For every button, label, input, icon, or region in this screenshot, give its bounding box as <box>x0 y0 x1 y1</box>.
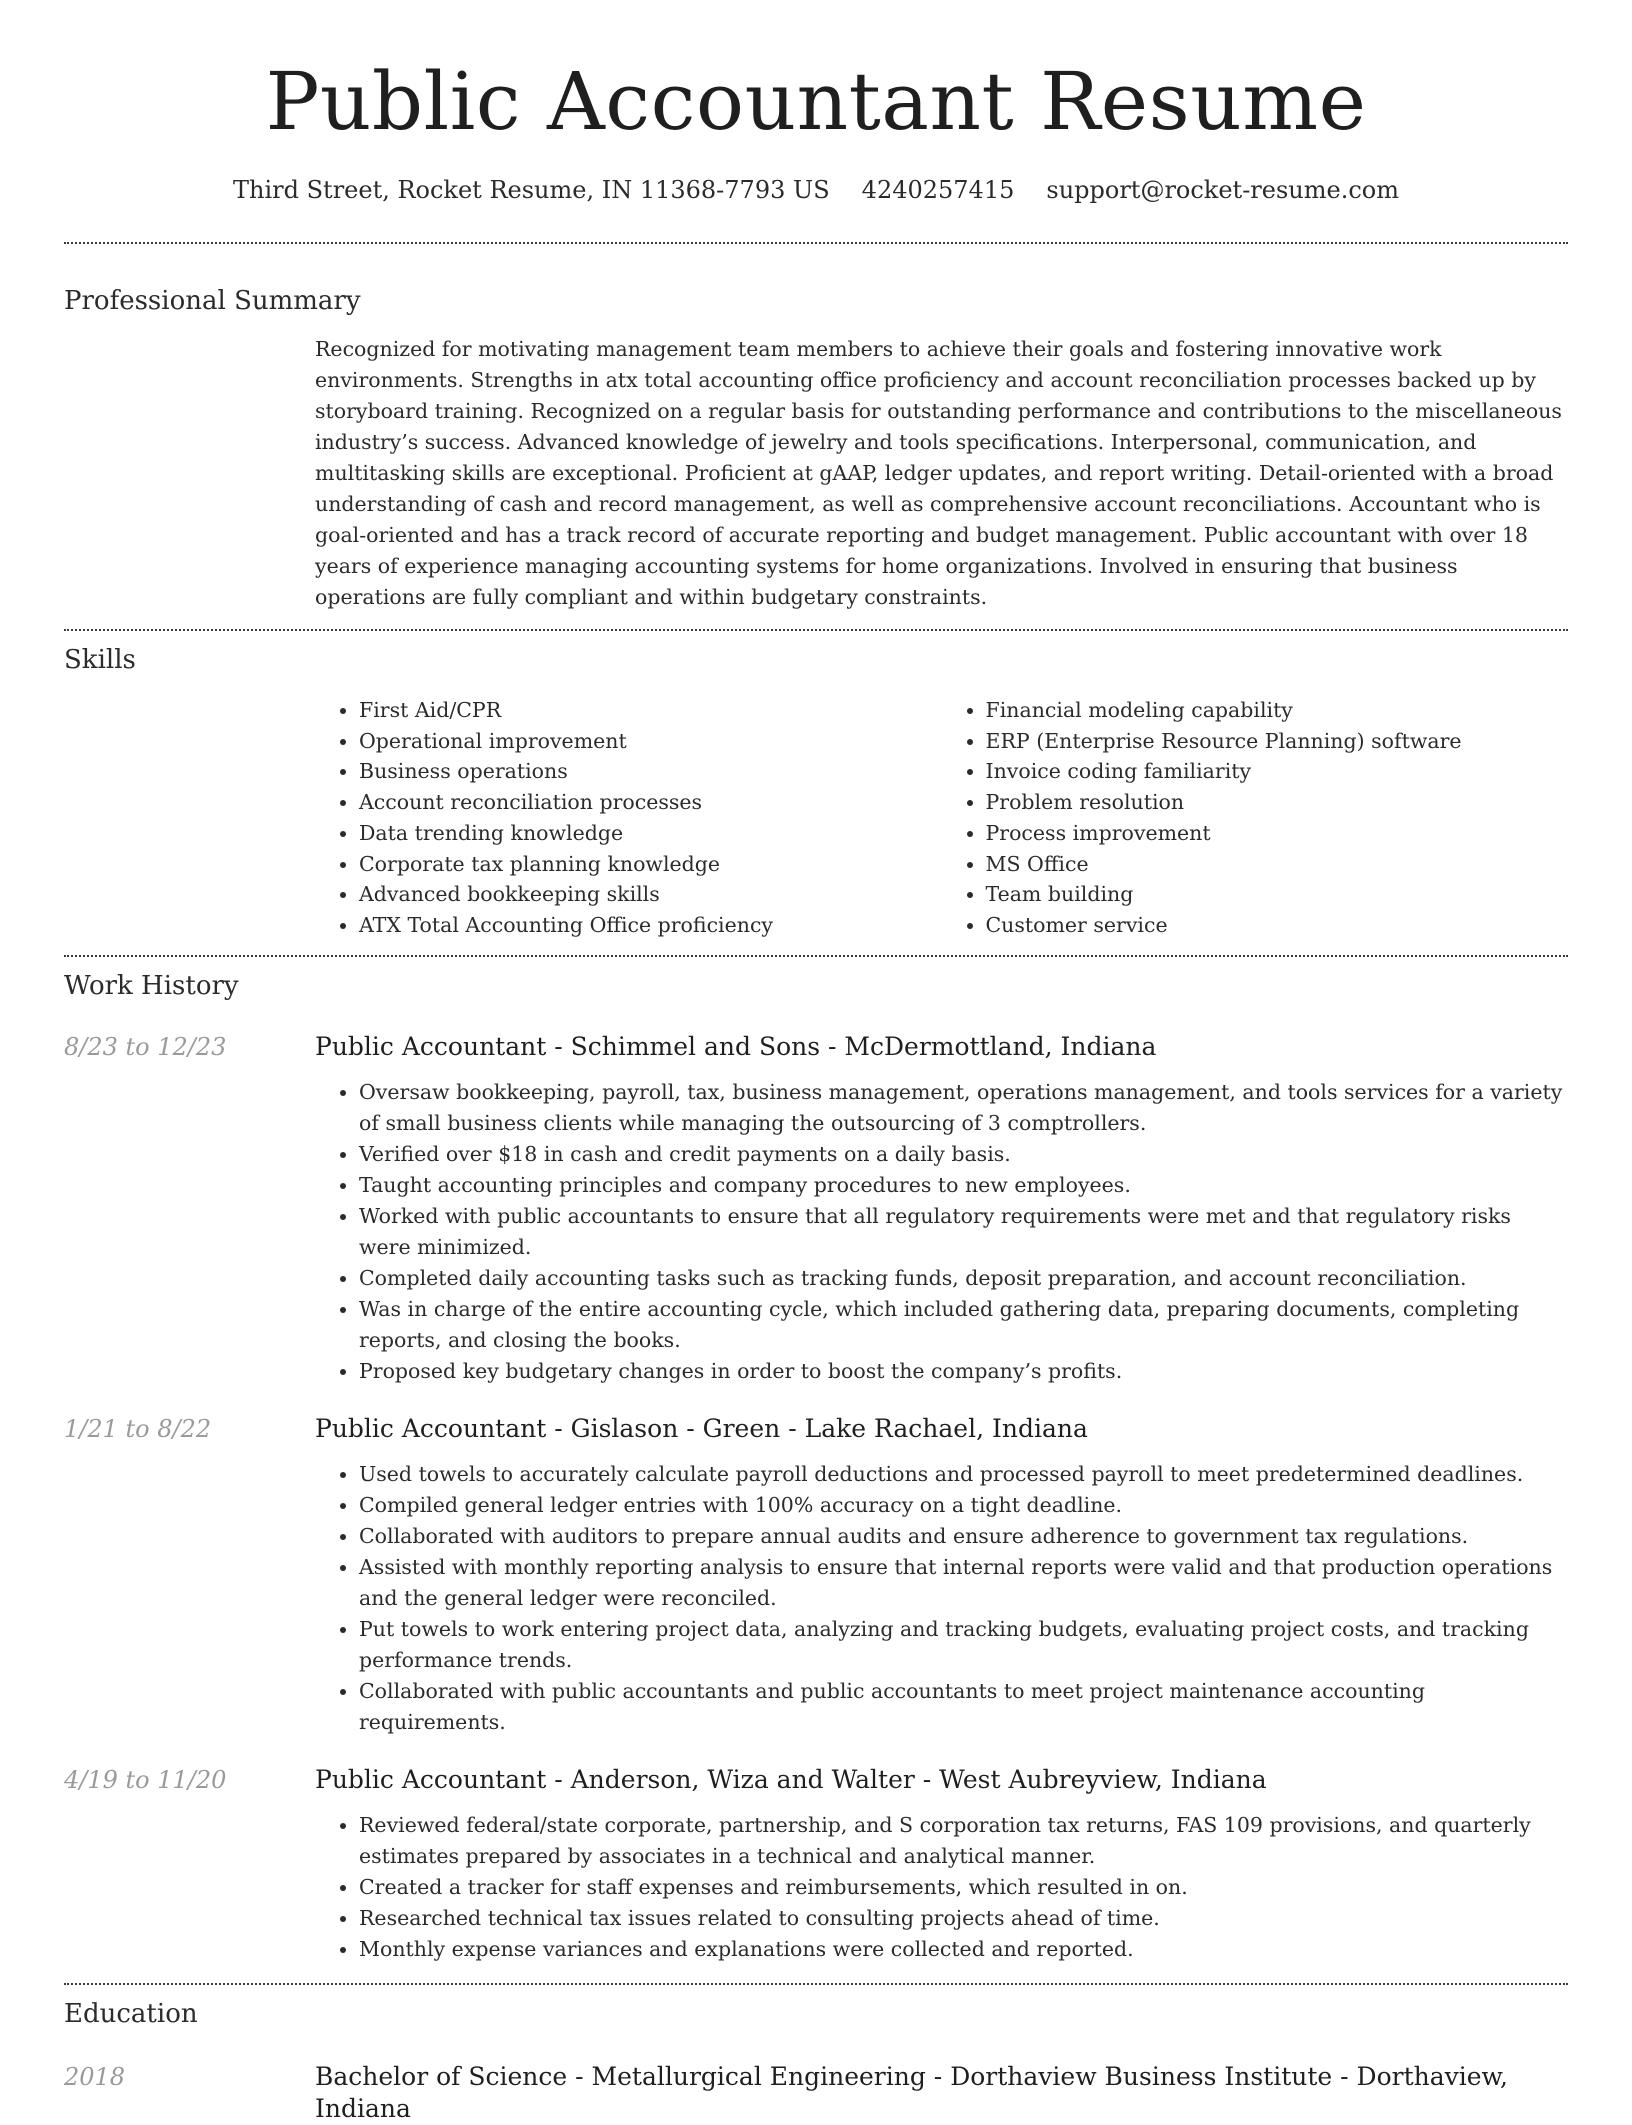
skills-column-left <box>315 695 942 941</box>
skill-item: • Operational improvement <box>359 726 942 757</box>
job-bullet: • Used towels to accurately calculate payroll deductions and processed payroll to meet predetermined deadlines. <box>359 1459 1568 1490</box>
job-details <box>315 1031 1568 1387</box>
education-heading: Education <box>64 1998 198 2029</box>
education-degree: Bachelor of Science - Metallurgical Engineering - Dorthaview Business Institute - Dorthaview, Indiana <box>315 2061 1508 2123</box>
skill-item: • ATX Total Accounting Office proficiency <box>359 910 942 941</box>
summary-heading: Professional Summary <box>64 286 361 316</box>
section-divider <box>64 629 1568 631</box>
job-bullets <box>315 1810 1568 1965</box>
skills-list <box>315 695 1568 941</box>
job-bullets <box>315 1459 1568 1738</box>
education-year: 2018 <box>64 2062 126 2091</box>
contact-address: Third Street, Rocket Resume, IN 11368-7793 US <box>233 176 830 204</box>
work-history-heading: Work History <box>64 970 239 1001</box>
job-title: Public Accountant - Anderson, Wiza and Walter - West Aubreyview, Indiana <box>315 1764 1267 1794</box>
section-divider <box>64 1983 1568 1985</box>
contact-phone: 4240257415 <box>861 176 1015 204</box>
skill-item: • MS Office <box>986 849 1569 880</box>
skill-item: • Problem resolution <box>986 787 1569 818</box>
job-bullet: • Verified over $18 in cash and credit payments on a daily basis. <box>359 1139 1568 1170</box>
skill-item: • ERP (Enterprise Resource Planning) software <box>986 726 1569 757</box>
skills-heading: Skills <box>64 645 136 675</box>
skill-item: • Team building <box>986 879 1569 910</box>
skill-item: • Corporate tax planning knowledge <box>359 849 942 880</box>
job-bullet: • Oversaw bookkeeping, payroll, tax, business management, operations management, and tools services for a variety of small business clients while managing the outsourcing of 3 comptrollers. <box>359 1077 1568 1139</box>
job-bullet: • Proposed key budgetary changes in order to boost the company’s profits. <box>359 1356 1568 1387</box>
education-entry <box>64 2061 1568 2125</box>
job-bullet: • Assisted with monthly reporting analysis to ensure that internal reports were valid and that production operations and the general ledger were reconciled. <box>359 1552 1568 1614</box>
skill-item: • Process improvement <box>986 818 1569 849</box>
section-divider <box>64 955 1568 957</box>
contact-line <box>64 174 1568 206</box>
skill-item: • Advanced bookkeeping skills <box>359 879 942 910</box>
job-bullet: • Monthly expense variances and explanations were collected and reported. <box>359 1934 1568 1965</box>
job-bullet: • Completed daily accounting tasks such as tracking funds, deposit preparation, and account reconciliation. <box>359 1263 1568 1294</box>
skill-item: • Customer service <box>986 910 1569 941</box>
job-bullet: • Put towels to work entering project data, analyzing and tracking budgets, evaluating project costs, and tracking performance trends. <box>359 1614 1568 1676</box>
job-bullet: • Created a tracker for staff expenses and reimbursements, which resulted in on. <box>359 1872 1568 1903</box>
skills-column-right <box>942 695 1569 941</box>
job-dates: 1/21 to 8/22 <box>64 1414 212 1443</box>
job-dates: 8/23 to 12/23 <box>64 1032 227 1061</box>
contact-email: support@rocket-resume.com <box>1046 176 1399 204</box>
job-bullet: • Collaborated with public accountants and public accountants to meet project maintenance accounting requirements. <box>359 1676 1568 1738</box>
skill-item: • Financial modeling capability <box>986 695 1569 726</box>
resume-title: Public Accountant Resume <box>265 55 1367 148</box>
skill-item: • Data trending knowledge <box>359 818 942 849</box>
skill-item: • Business operations <box>359 756 942 787</box>
skill-item: • Invoice coding familiarity <box>986 756 1569 787</box>
job-bullets <box>315 1077 1568 1387</box>
job-details <box>315 1413 1568 1738</box>
job-entry <box>64 1413 1568 1738</box>
section-divider <box>64 242 1568 244</box>
job-entry <box>64 1031 1568 1387</box>
job-entry <box>64 1764 1568 1965</box>
job-bullet: • Was in charge of the entire accounting cycle, which included gathering data, preparing documents, completing reports, and closing the books. <box>359 1294 1568 1356</box>
job-dates: 4/19 to 11/20 <box>64 1765 227 1794</box>
education-details <box>315 2061 1568 2125</box>
job-title: Public Accountant - Gislason - Green - Lake Rachael, Indiana <box>315 1413 1088 1443</box>
skill-item: • Account reconciliation processes <box>359 787 942 818</box>
job-details <box>315 1764 1568 1965</box>
summary-text: Recognized for motivating management team members to achieve their goals and fostering innovative work environments. Strengths in atx total accounting office proficiency and account reconciliation processes backed up by storyboard training. Recognized on a regular basis for outstanding performance and contributions to the miscellaneous industry’s success. Advanced knowledge of jewelry and tools specifications. Interpersonal, communication, and multitasking skills are exceptional. Proficient at gAAP, ledger updates, and report writing. Detail-oriented with a broad understanding of cash and record management, as well as comprehensive account reconciliations. Accountant who is goal-oriented and has a track record of accurate reporting and budget management. Public accountant with over 18 years of experience managing accounting systems for home organizations. Involved in ensuring that business operations are fully compliant and within budgetary constraints. <box>315 337 1562 609</box>
job-bullet: • Collaborated with auditors to prepare annual audits and ensure adherence to government tax regulations. <box>359 1521 1568 1552</box>
job-title: Public Accountant - Schimmel and Sons - McDermottland, Indiana <box>315 1031 1157 1061</box>
job-bullet: • Taught accounting principles and company procedures to new employees. <box>359 1170 1568 1201</box>
job-bullet: • Compiled general ledger entries with 100% accuracy on a tight deadline. <box>359 1490 1568 1521</box>
job-bullet: • Worked with public accountants to ensure that all regulatory requirements were met and that regulatory risks were minimized. <box>359 1201 1568 1263</box>
job-bullet: • Researched technical tax issues related to consulting projects ahead of time. <box>359 1903 1568 1934</box>
resume-page <box>64 0 1568 2125</box>
job-bullet: • Reviewed federal/state corporate, partnership, and S corporation tax returns, FAS 109 provisions, and quarterly estimates prepared by associates in a technical and analytical manner. <box>359 1810 1568 1872</box>
skill-item: • First Aid/CPR <box>359 695 942 726</box>
